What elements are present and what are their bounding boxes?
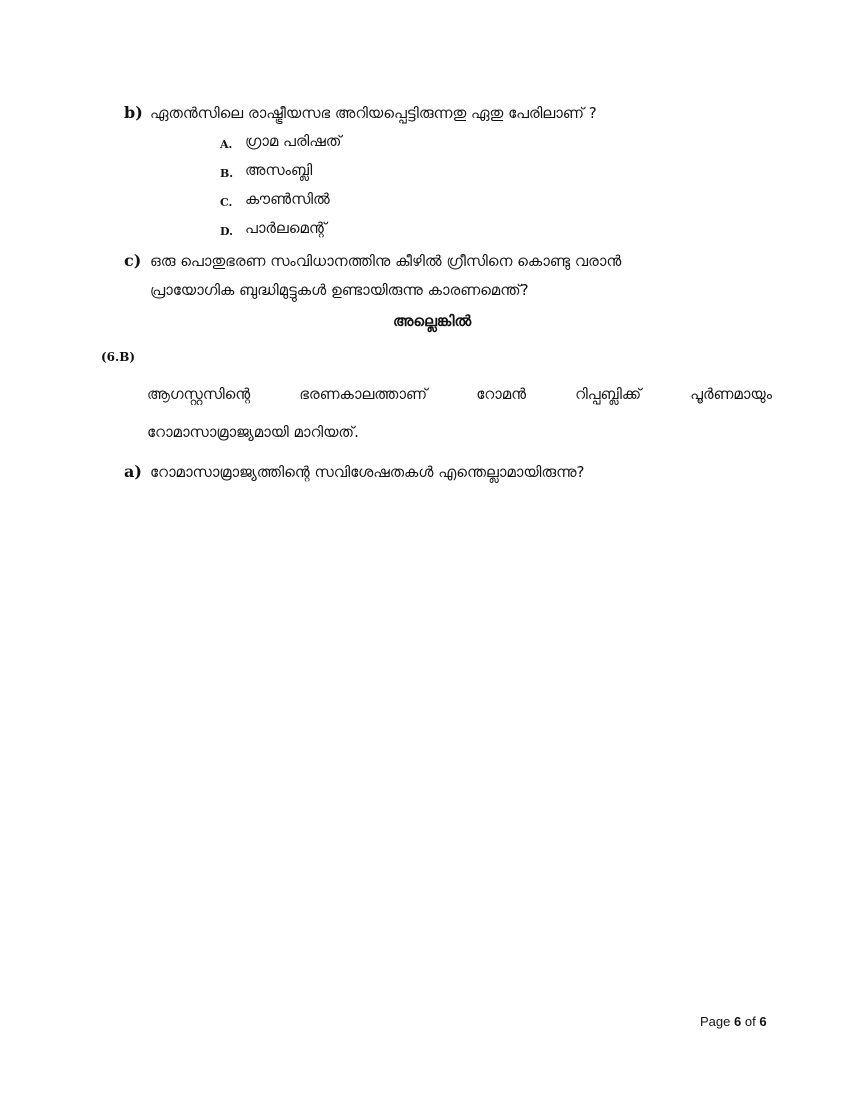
para-word: ഭരണകാലത്താണ് — [299, 385, 428, 403]
para-word: റോമൻ — [476, 385, 527, 403]
question-6b-a-text: റോമാസാമ്രാജ്യത്തിന്റെ സവിശേഷതകൾ എന്തെല്ലാമായിരുന്നു? — [150, 463, 585, 481]
option-d-text: പാർലമെന്റ് — [245, 219, 327, 237]
para-word: ആഗസ്റ്റസിന്റെ — [147, 385, 251, 403]
option-a-text: ഗ്രാമ പരിഷത് — [245, 132, 342, 150]
question-c-label: c) — [124, 251, 142, 270]
question-6b-a-label: a) — [124, 462, 142, 481]
option-d-letter: D. — [220, 225, 233, 238]
section-6b-paragraph-line1 — [147, 385, 772, 403]
question-b-label: b) — [124, 103, 143, 122]
para-word: പൂർണമായും — [690, 385, 772, 403]
question-b-text: ഏതൻസിലെ രാഷ്ട്രീയസഭ അറിയപ്പെട്ടിരുന്നതു ഏതു പേരിലാണ് ? — [150, 104, 597, 122]
page-current: 6 — [734, 1014, 742, 1029]
page-number — [700, 1014, 767, 1029]
section-6b-paragraph-line2: റോമാസാമ്രാജ്യമായി മാറിയത്. — [147, 423, 359, 441]
page-prefix: Page — [700, 1014, 731, 1029]
page-of: of — [744, 1014, 756, 1029]
question-c-line2: പ്രായോഗിക ബുദ്ധിമുട്ടുകൾ ഉണ്ടായിരുന്നു കാരണമെന്ത്? — [150, 281, 529, 299]
section-6b-label: (6.B) — [101, 350, 136, 364]
question-c-line1: ഒരു പൊതുഭരണ സംവിധാനത്തിനു കീഴിൽ ഗ്രീസിനെ കൊണ്ടു വരാൻ — [150, 252, 622, 270]
option-b-letter: B. — [220, 167, 234, 180]
or-divider: അല്ലെങ്കിൽ — [393, 312, 472, 330]
option-c-text: കൗൺസിൽ — [245, 190, 330, 208]
page-total: 6 — [759, 1014, 767, 1029]
option-b-text: അസംബ്ലി — [245, 161, 313, 179]
para-word: റിപ്പബ്ലിക്ക് — [575, 385, 642, 403]
option-a-letter: A. — [220, 138, 233, 151]
option-c-letter: C. — [220, 196, 233, 209]
